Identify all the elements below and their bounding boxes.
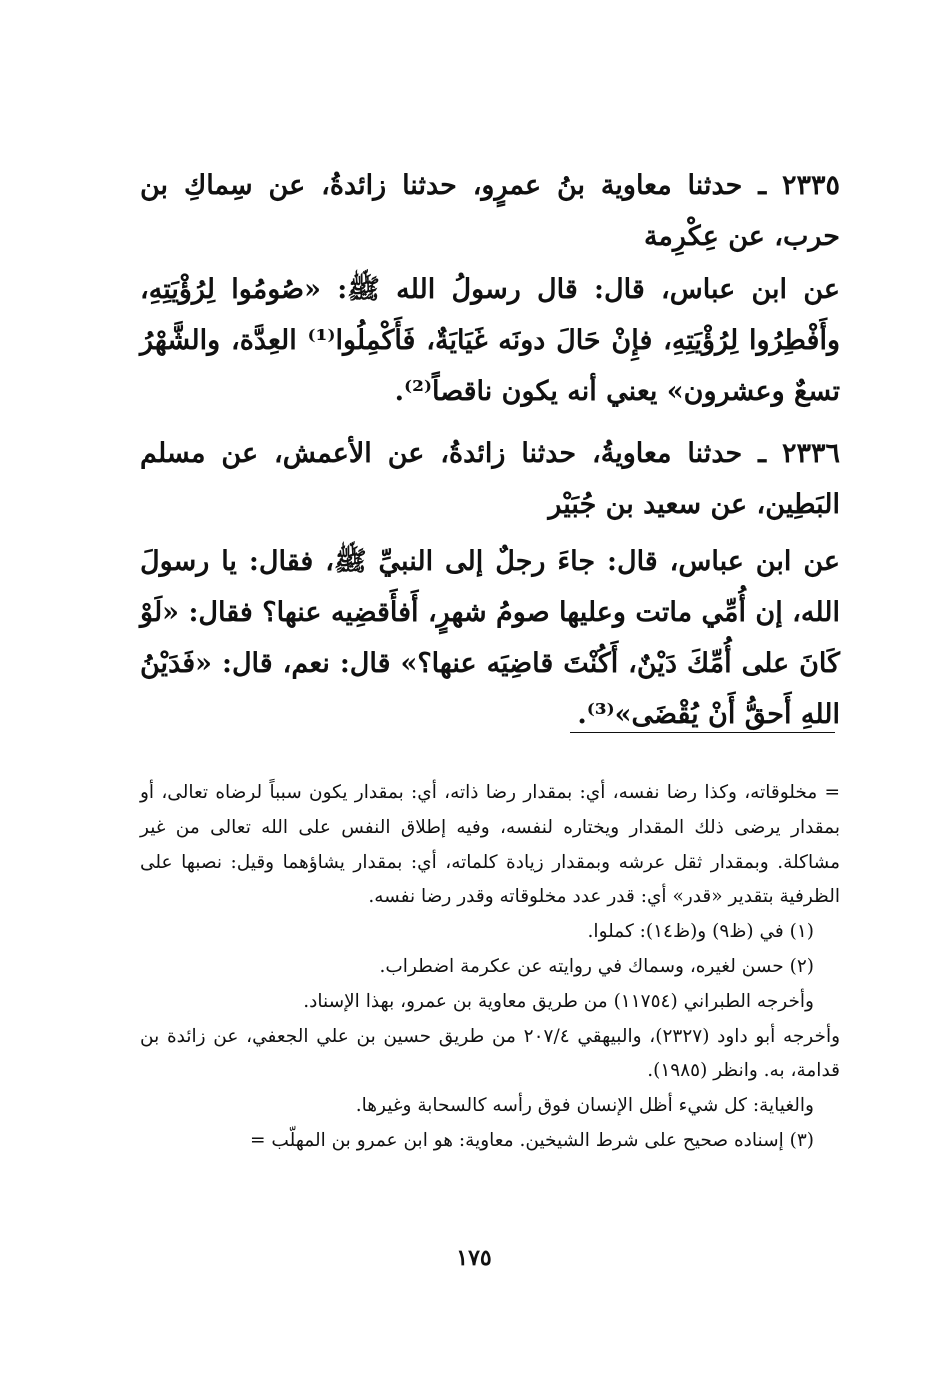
hadith-matn-text: عن ابن عباس، قال: جاءَ رجلٌ إلى النبيِّ ﷺ، فقال: يا رسولَ الله، إن أُمِّي ماتت وعليها صومُ شهرٍ، أَفأَقضِيه عنها؟ فقال: «لَوْ كَانَ على أُمِّكَ دَيْنٌ، أَكُنْتَ قاضِيَه عنها؟» قال: نعم، قال: «فَدَيْنُ اللهِ أَحقُّ أَنْ يُقْضَى»⁽³⁾. <box>140 546 840 730</box>
hadith-2336-matn <box>140 536 840 740</box>
footnote-2: (٢) حسن لغيره، وسماك في روايته عن عكرمة اضطراب. <box>379 955 814 977</box>
hadith-2335-matn <box>140 264 840 417</box>
footnotes <box>140 776 840 1159</box>
footnote-separator <box>570 732 835 733</box>
hadith-2335-isnad <box>140 160 840 262</box>
hadith-isnad-text: ٢٣٣٦ ـ حدثنا معاويةُ، حدثنا زائدةُ، عن الأعمش، عن مسلم البَطِين، عن سعيد بن جُبَيْر <box>140 438 840 520</box>
footnote-1: (١) في (ظ٩) و(ظ١٤): كملوا. <box>587 921 814 943</box>
hadith-isnad-text: ٢٣٣٥ ـ حدثنا معاوية بنُ عمرٍو، حدثنا زائدةُ، عن سِماكِ بن حرب، عن عِكْرِمة <box>140 170 840 252</box>
footnote-2-tabarani: وأخرجه الطبراني (١١٧٥٤) من طريق معاوية بن عمرو، بهذا الإسناد. <box>303 990 814 1012</box>
hadith-matn-text: عن ابن عباس، قال: قال رسولُ الله ﷺ: «صُومُوا لِرُؤْيَتِهِ، وأَفْطِرُوا لِرُؤْيَتِهِ، فإِنْ حَالَ دونَه غَيَايَةٌ، فَأَكْمِلُوا⁽¹⁾ العِدَّة، والشَّهْرُ تسعٌ وعشرون» يعني أنه يكون ناقصاً⁽²⁾. <box>140 274 840 407</box>
page-number: ١٧٥ <box>456 1245 492 1271</box>
footnote-3: (٣) إسناده صحيح على شرط الشيخين. معاوية: هو ابن عمرو بن المهلّب = <box>250 1129 814 1151</box>
footnote-2-ghayaya: والغياية: كل شيء أظل الإنسان فوق رأسه كالسحابة وغيرها. <box>355 1095 814 1117</box>
footnote-2-abu-dawud: وأخرجه أبو داود (٢٣٢٧)، والبيهقي ٢٠٧/٤ من طريق حسين بن علي الجعفي، عن زائدة بن قدامة، به. وانظر (١٩٨٥). <box>140 1025 841 1082</box>
hadith-2336-isnad <box>140 428 840 530</box>
footnote-continuation: = مخلوقاته، وكذا رضا نفسه، أي: بمقدار رضا ذاته، أي: بمقدار يكون سبباً لرضاه تعالى، أو بمقدار يرضى ذلك المقدار ويختاره لنفسه، وفيه إطلاق النفس على الله تعالى من غير مشاكلة. وبمقدار ثقل عرشه وبمقدار زيادة كلماته، أي: بمقدار يشاؤهما وقيل: نصبها على الظرفية بتقدير «قدر» أي: قدر عدد مخلوقاته وقدر رضا نفسه. <box>140 782 840 908</box>
